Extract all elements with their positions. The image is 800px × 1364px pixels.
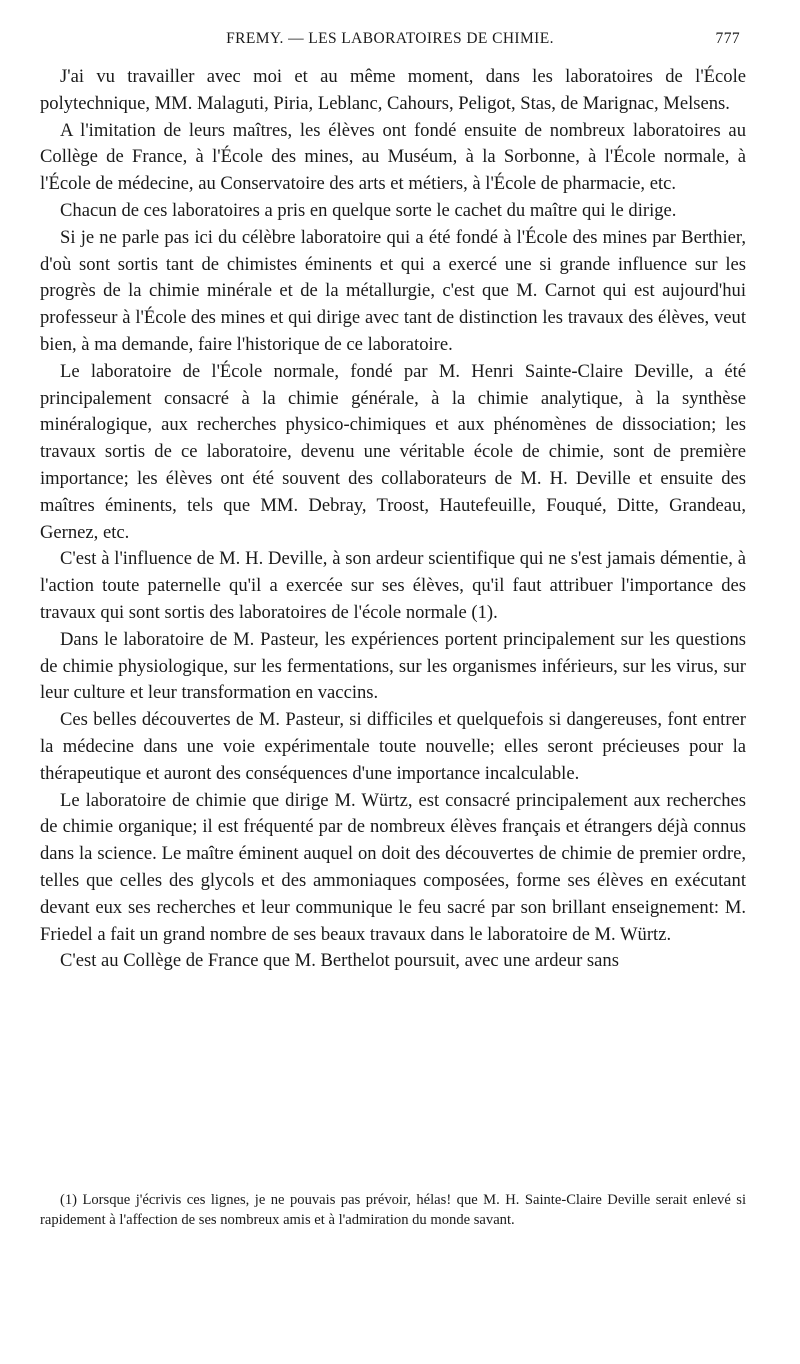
paragraph: A l'imitation de leurs maîtres, les élèves ont fondé ensuite de nombreux laboratoires au Collège de France, à l'École des mines, au Muséum, à la Sorbonne, à l'École normale, à l'École de médecine, au Conservatoire des arts et métiers, à l'École de pharmacie, etc. [40,119,746,195]
footnote-text: (1) Lorsque j'écrivis ces lignes, je ne pouvais pas prévoir, hélas! que M. H. Sainte-Claire Deville serait enlevé si rapidement à l'affection de ses nombreux amis et à l'admiration du monde savant. [40,1192,746,1228]
paragraph: Dans le laboratoire de M. Pasteur, les expériences portent principalement sur les questions de chimie physiologique, sur les fermentations, sur les organismes inférieurs, sur les virus, sur leur culture et leur transformation en vaccins. [40,628,746,704]
paragraph: Le laboratoire de l'École normale, fondé par M. Henri Sainte-Claire Deville, a été principalement consacré à la chimie générale, à la chimie analytique, à la synthèse minéralogique, aux recherches physico-chimiques et aux phénomènes de dissociation; les travaux sortis de ce laboratoire, devenu une véritable école de chimie, sont de première importance; les élèves ont été souvent des collaborateurs de M. H. Deville et ensuite des maîtres éminents, tels que MM. Debray, Troost, Hautefeuille, Fouqué, Ditte, Grandeau, Gernez, etc. [40,360,746,543]
page-number: 777 [715,30,740,47]
paragraph: Chacun de ces laboratoires a pris en quelque sorte le cachet du maître qui le dirige. [60,199,677,221]
paragraph: Si je ne parle pas ici du célèbre laboratoire qui a été fondé à l'École des mines par Berthier, d'où sont sortis tant de chimistes éminents et qui a exercé une si grande influence sur les progrès de la chimie minérale et de la métallurgie, c'est que M. Carnot qui est aujourd'hui professeur à l'École des mines et qui dirige avec tant de distinction les travaux des élèves, veut bien, à ma demande, faire l'historique de ce laboratoire. [40,226,746,355]
body-text [40,64,746,975]
paragraph: C'est au Collège de France que M. Berthelot poursuit, avec une ardeur sans [60,950,619,972]
footnote [40,1190,746,1230]
paragraph: C'est à l'influence de M. H. Deville, à son ardeur scientifique qui ne s'est jamais démentie, à l'action toute paternelle qu'il a exercée sur ses élèves, qu'il faut attribuer l'importance des travaux qui sont sortis des laboratoires de l'école normale (1). [40,548,746,623]
paragraph: J'ai vu travailler avec moi et au même moment, dans les laboratoires de l'École polytechnique, MM. Malaguti, Piria, Leblanc, Cahours, Peligot, Stas, de Marignac, Melsens. [40,66,746,114]
running-title: FREMY. — LES LABORATOIRES DE CHIMIE. [226,30,554,47]
running-header [40,30,740,52]
paragraph: Le laboratoire de chimie que dirige M. Würtz, est consacré principalement aux recherches de chimie organique; il est fréquenté par de nombreux élèves français et étrangers déjà connus dans la science. Le maître éminent auquel on doit des découvertes de chimie de premier ordre, telles que celles des glycols et des ammoniaques composées, forme ses élèves en exécutant devant eux ses recherches et leur communique le feu sacré par son brillant enseignement: M. Friedel a fait un grand nombre de ses beaux travaux dans le laboratoire de M. Würtz. [40,789,746,945]
paragraph: Ces belles découvertes de M. Pasteur, si difficiles et quelquefois si dangereuses, font entrer la médecine dans une voie expérimentale toute nouvelle; elles seront précieuses pour la thérapeutique et auront des conséquences d'une importance incalculable. [40,709,746,784]
